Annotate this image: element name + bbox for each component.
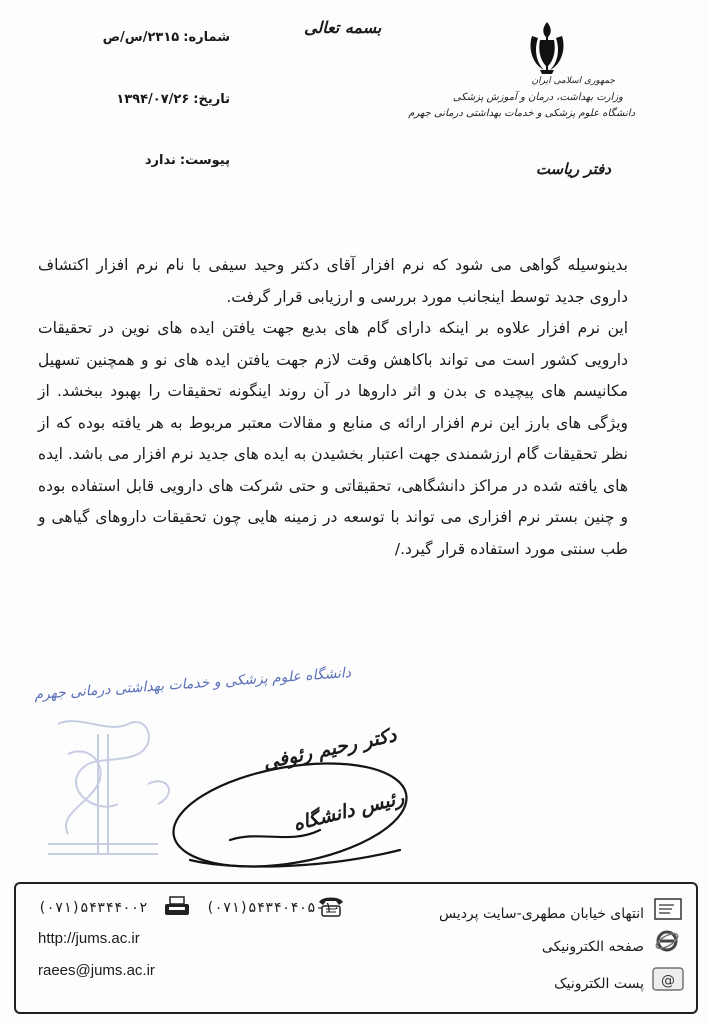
letter-date [100,92,230,107]
letter-number [100,30,230,45]
fax-icon [164,896,190,916]
email-label: پست الکترونیک [554,976,644,992]
number-label: شماره: [183,30,230,45]
fax-number[interactable]: (۰۷۱)۵۴۳۴۴۰۰۲ [38,900,148,916]
date-value: ۱۳۹۴/۰۷/۲۶ [116,92,190,107]
number-value: ۲۳۱۵/س/ص [102,30,180,45]
date-label: تاریخ: [193,92,230,107]
letter-body [38,250,628,565]
letter-paragraph: این نرم افزار علاوه بر اینکه دارای گام های بدیع جهت یافتن ایده های نوین در تحقیقات دارویی کشور است می تواند باکاهش وقت لازم جهت یافتن ایده های نو و همچنین تسهیل مکانیسم های پیچیده ی بدن و اثر داروها در آن روند اینگونه تحقیقات را بهبود ببخشد. از ویژگی های بارز این نرم افزار ارائه ی منابع و مقالات معتبر مربوط به هر یافته بوده که از نظر تحقیقات گام ارزشمندی جهت اعتبار بخشیدن به ایده های جدید نرم افزار می باشد. ایده های یافته شده در مراکز دانشگاهی، تحقیقاتی و حتی شرکت های دارویی قابل استفاده بوده و چنین بستر نرم افزاری می تواند با توسعه در زمینه هایی چون تحقیقات داروهای گیاهی و طب سنتی مورد استفاده قرار گیرد./ [38,319,628,558]
basmala-heading: بسمه تعالی [304,18,382,37]
attachment-label: پیوست: [179,153,230,168]
email-at-icon [652,964,684,992]
svg-text:@: @ [661,973,675,989]
iran-emblem-icon [522,18,572,76]
org-university: دانشگاه علوم پزشکی و خدمات بهداشتی درمانی جهرم [408,108,635,119]
website-link[interactable]: http://jums.ac.ir [38,930,140,947]
attachment-value: ندارد [144,153,176,168]
signatory-name: دکتر رحیم رئوفی [261,724,399,774]
address-text: انتهای خیابان مطهری-سایت پردیس [438,906,644,922]
signatory-title: رئیس دانشگاه [291,786,407,836]
envelope-icon [654,898,682,920]
phone-number[interactable]: (۰۷۱)۵۴۳۴۰۴۰۵-۱۰ [206,900,341,916]
website-label: صفحه الکترونیکی [541,939,644,955]
letter-attachment [100,153,230,168]
office-name: دفتر ریاست [535,160,611,178]
org-country: جمهوری اسلامی ایران [531,76,615,86]
org-ministry: وزارت بهداشت، درمان و آموزش پزشکی [452,92,623,103]
email-link[interactable]: raees@jums.ac.ir [38,962,155,979]
internet-explorer-icon [654,928,680,954]
letter-paragraph: بدینوسیله گواهی می شود که نرم افزار آقای دکتر وحید سیفی با نام نرم افزار اکتشاف داروی جدید توسط اینجانب مورد بررسی و ارزیابی قرار گرفت. [38,256,628,306]
stamp-text: دانشگاه علوم پزشکی و خدمات بهداشتی درمانی جهرم [33,664,352,704]
letter-footer [14,882,698,1014]
